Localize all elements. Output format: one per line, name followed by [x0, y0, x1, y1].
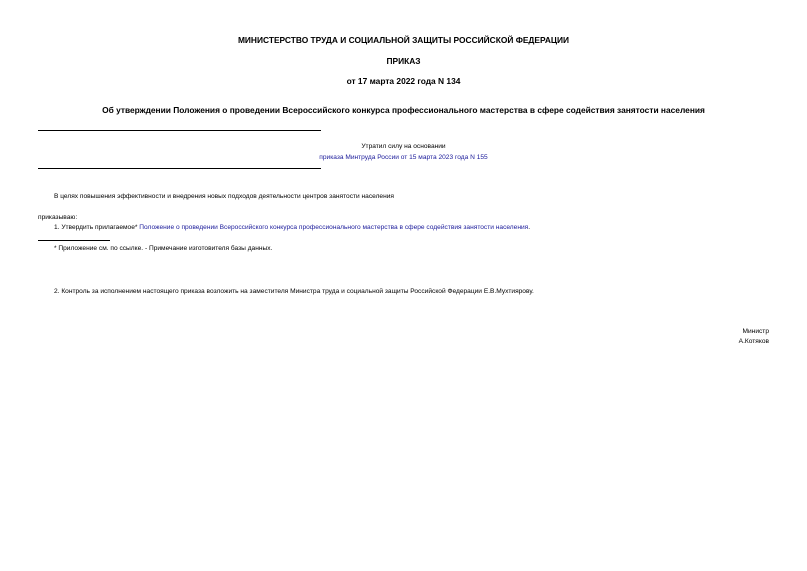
status-divider-bottom — [38, 168, 321, 169]
intent-paragraph: В целях повышения эффективности и внедрения новых подходов деятельности центров занятости населения — [54, 193, 394, 200]
order-word: приказываю: — [38, 214, 78, 221]
order-item-2: 2. Контроль за исполнением настоящего приказа возложить на заместителя Министра труда и социальной защиты Российской Федерации Е.В.Мухтиярову. — [54, 288, 534, 295]
regulation-link[interactable]: Положение о проведении Всероссийского конкурса профессионального мастерства в сфере содействия занятости населения — [139, 224, 529, 231]
signatory-name: А.Котяков — [738, 338, 769, 345]
item-1-prefix: 1. Утвердить прилагаемое* — [54, 224, 140, 231]
signatory-position: Министр — [742, 328, 769, 335]
ministry-heading: МИНИСТЕРСТВО ТРУДА И СОЦИАЛЬНОЙ ЗАЩИТЫ РОССИЙСКОЙ ФЕДЕРАЦИИ — [237, 35, 570, 45]
document-type-heading: ПРИКАЗ — [386, 56, 421, 66]
order-item-1 — [54, 223, 530, 232]
item-1-suffix: . — [528, 224, 531, 231]
footnote-divider — [38, 240, 110, 241]
status-text: Утратил силу на основании — [361, 143, 446, 150]
footnote: * Приложение см. по ссылке. - Примечание изготовителя базы данных. — [54, 245, 273, 252]
status-repeal-link[interactable]: приказа Минтруда России от 15 марта 2023 года N 155 — [319, 154, 488, 161]
document-title: Об утверждении Положения о проведении Всероссийского конкурса профессионального мастерства в сфере содействия занятости населения — [102, 105, 705, 115]
document-date-number: от 17 марта 2022 года N 134 — [346, 76, 461, 86]
status-divider-top — [38, 130, 321, 131]
